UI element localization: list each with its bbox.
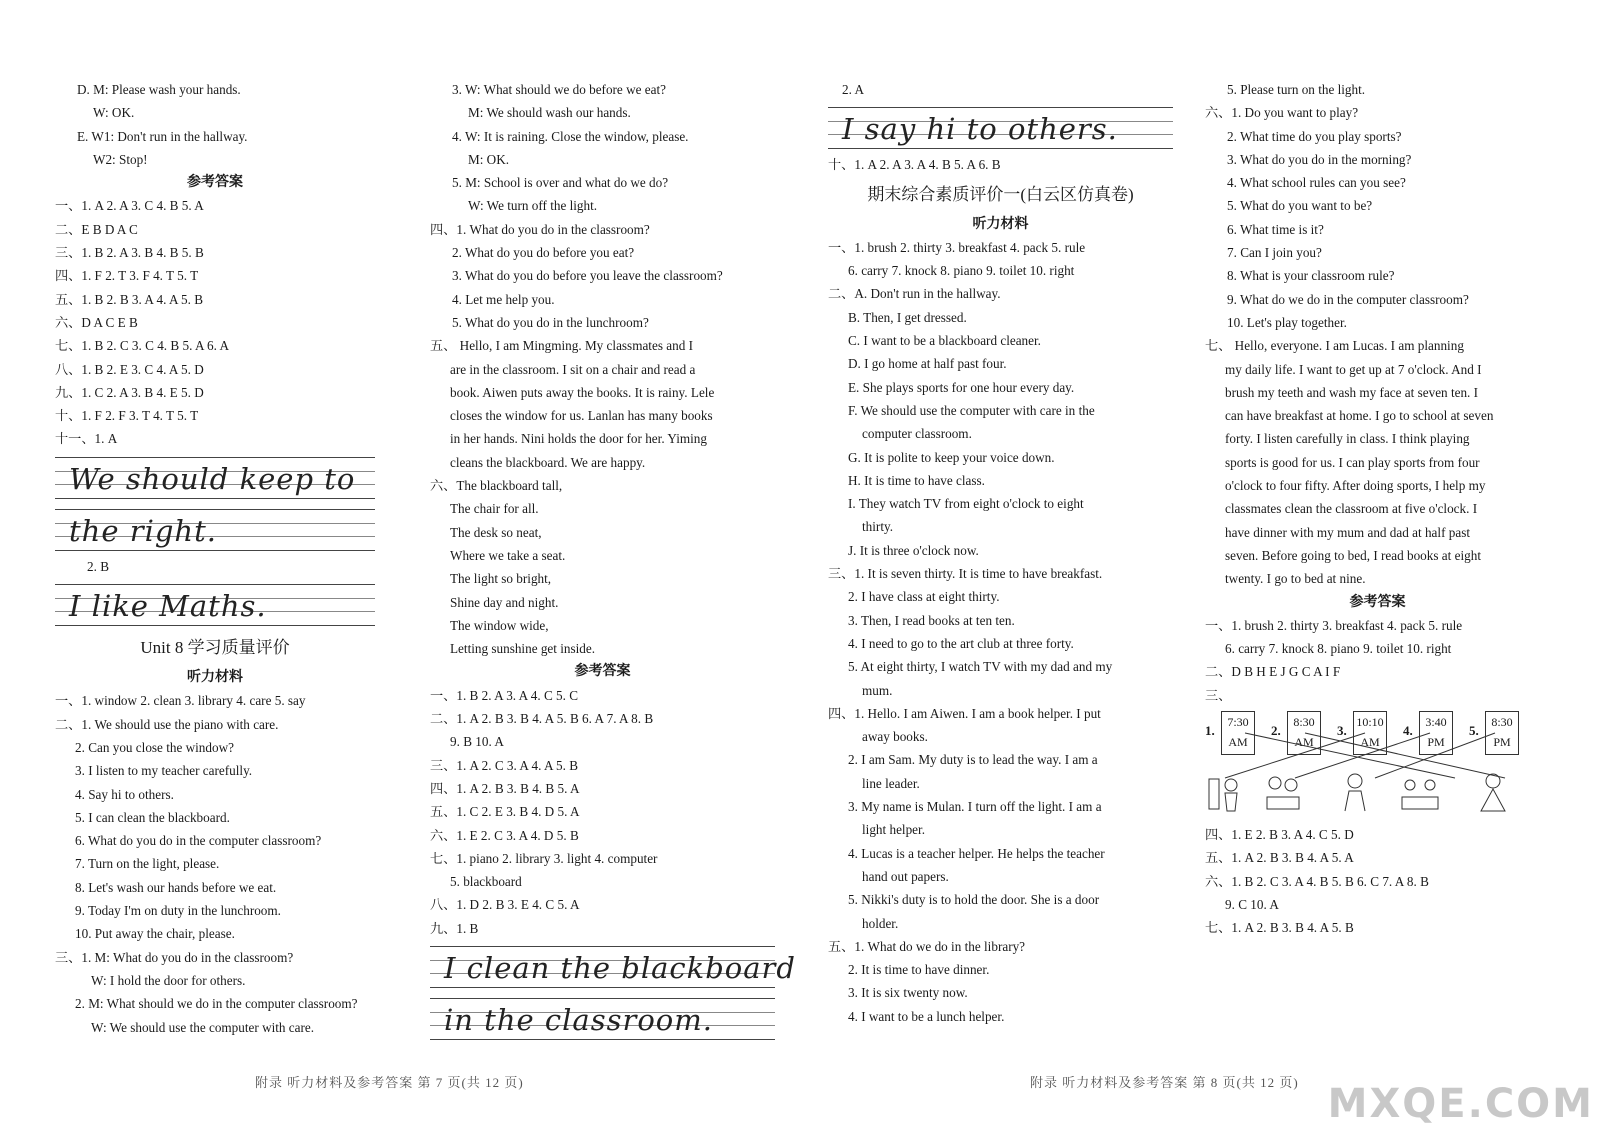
- text-line: 三、1. It is seven thirty. It is time to have breakfast.: [828, 566, 1103, 582]
- boy-picture: [1335, 771, 1375, 815]
- handwriting-text: in the classroom.: [444, 1002, 713, 1037]
- text-line: twenty. I go to bed at nine.: [1225, 571, 1366, 587]
- text-line: 9. C 10. A: [1225, 896, 1279, 912]
- text-line: 八、1. B 2. E 3. C 4. A 5. D: [55, 361, 204, 377]
- text-line: 8. What is your classroom rule?: [1227, 268, 1395, 284]
- text-line: book. Aiwen puts away the books. It is rainy. Lele: [450, 384, 715, 400]
- text-line: 二、1. A 2. B 3. B 4. A 5. B 6. A 7. A 8. B: [430, 711, 654, 727]
- text-line: 二、D B H E J G C A I F: [1205, 664, 1341, 680]
- text-line: sports is good for us. I can play sports from four: [1225, 454, 1480, 470]
- text-line: 10. Put away the chair, please.: [75, 926, 235, 942]
- handwriting-line: [55, 451, 375, 503]
- text-line: have dinner with my mum and dad at half past: [1225, 524, 1471, 540]
- text-line: C. I want to be a blackboard cleaner.: [848, 333, 1041, 349]
- classroom-picture: [1400, 771, 1440, 815]
- handwriting-line: [430, 992, 775, 1044]
- text-line: 一、1. window 2. clean 3. library 4. care 5. say: [55, 693, 306, 709]
- text-line: 3. W: What should we do before we eat?: [452, 82, 666, 97]
- text-line: 2. A: [842, 82, 864, 97]
- clock-meridiem: PM: [1493, 735, 1511, 750]
- handwriting-text: I clean the blackboard: [444, 950, 796, 985]
- handwriting-text: We should keep to: [69, 461, 356, 496]
- text-line: are in the classroom. I sit on a chair and read a: [450, 361, 696, 377]
- text-line: 四、1. A 2. B 3. B 4. B 5. A: [430, 780, 580, 796]
- clock-number: 2.: [1271, 723, 1281, 739]
- text-line: 4. I want to be a lunch helper.: [848, 1008, 1005, 1024]
- text-line: M: OK.: [468, 151, 510, 167]
- text-line: 6. carry 7. knock 8. piano 9. toilet 10. right: [848, 263, 1075, 279]
- toothbrush-picture: [1205, 771, 1245, 815]
- footer-left: 附录 听力材料及参考答案 第 7 页(共 12 页): [255, 1075, 524, 1090]
- text-line: The chair for all.: [450, 501, 539, 517]
- clock-meridiem: AM: [1228, 735, 1248, 750]
- text-line: 5. Please turn on the light.: [1227, 82, 1366, 97]
- text-line: W: We should use the computer with care.: [91, 1019, 315, 1035]
- text-line: 5. At eight thirty, I watch TV with my dad and my: [848, 659, 1113, 675]
- text-line: The light so bright,: [450, 571, 552, 587]
- text-line: 2. Can you close the window?: [75, 739, 234, 755]
- text-line: 四、1. F 2. T 3. F 4. T 5. T: [55, 268, 199, 284]
- text-line: 9. B 10. A: [450, 734, 504, 750]
- column-2: [430, 78, 796, 1044]
- text-line: holder.: [862, 915, 899, 931]
- text-line: 五、1. C 2. E 3. B 4. D 5. A: [430, 804, 580, 820]
- text-line: 3. What do you do before you leave the classroom?: [452, 268, 723, 284]
- text-line: 一、1. brush 2. thirty 3. breakfast 4. pack 5. rule: [1205, 617, 1463, 633]
- reading-picture: [1263, 771, 1303, 815]
- text-line: 三、1. A 2. C 3. A 4. A 5. B: [430, 757, 579, 773]
- clock-meridiem: AM: [1360, 735, 1380, 750]
- text-line: I. They watch TV from eight o'clock to eight: [848, 496, 1084, 512]
- clock-number: 1.: [1205, 723, 1215, 739]
- clock-meridiem: AM: [1294, 735, 1314, 750]
- text-line: 十、1. A 2. A 3. A 4. B 5. A 6. B: [828, 157, 1001, 173]
- text-line: 4. Let me help you.: [452, 291, 555, 307]
- handwriting-line: [55, 578, 375, 630]
- text-line: 九、1. B: [430, 920, 479, 936]
- section-heading: 参考答案: [187, 175, 243, 191]
- text-line: E. She plays sports for one hour every day.: [848, 379, 1075, 395]
- handwriting-text: I say hi to others.: [842, 112, 1118, 147]
- text-line: E. W1: Don't run in the hallway.: [77, 128, 248, 144]
- text-line: 一、1. A 2. A 3. C 4. B 5. A: [55, 198, 204, 214]
- text-line: 3. My name is Mulan. I turn off the light. I am a: [848, 799, 1102, 815]
- text-line: computer classroom.: [862, 426, 972, 442]
- column-4: [1205, 78, 1550, 940]
- clock-number: 4.: [1403, 723, 1413, 739]
- handwriting-text: I like Maths.: [69, 589, 267, 624]
- text-line: 八、1. D 2. B 3. E 4. C 5. A: [430, 897, 580, 913]
- text-line: 五、1. B 2. B 3. A 4. A 5. B: [55, 291, 204, 307]
- clock-time: 7:30: [1227, 715, 1249, 730]
- text-line: brush my teeth and wash my face at seven ten. I: [1225, 384, 1479, 400]
- text-line: 一、1. B 2. A 3. A 4. C 5. C: [430, 687, 579, 703]
- text-line: 七、 Hello, everyone. I am Lucas. I am planning: [1205, 338, 1464, 354]
- text-line: 六、D A C E B: [55, 314, 138, 330]
- text-line: 2. It is time to have dinner.: [848, 962, 990, 978]
- clock-time: 3:40: [1425, 715, 1447, 730]
- text-line: 十一、1. A: [55, 431, 118, 447]
- handwriting-line: [828, 101, 1173, 153]
- text-line: 2. What do you do before you eat?: [452, 245, 635, 261]
- clock-time: 10:10: [1356, 715, 1384, 730]
- text-line: M: We should wash our hands.: [468, 105, 631, 121]
- column-1: [55, 78, 375, 1039]
- text-line: 二、A. Don't run in the hallway.: [828, 286, 1001, 302]
- handwriting-line: [430, 940, 796, 992]
- text-line: 五、1. A 2. B 3. B 4. A 5. A: [1205, 850, 1354, 866]
- text-line: mum.: [862, 682, 893, 698]
- text-line: light helper.: [862, 822, 925, 838]
- text-line: 三、1. M: What do you do in the classroom?: [55, 949, 294, 965]
- section-title: Unit 8 学习质量评价: [140, 638, 290, 658]
- text-line: classmates clean the classroom at five o'clock. I: [1225, 501, 1478, 517]
- text-line: away books.: [862, 729, 928, 745]
- text-line: 4. Lucas is a teacher helper. He helps the teacher: [848, 845, 1105, 861]
- clock-number: 5.: [1469, 723, 1479, 739]
- text-line: 5. What do you do in the lunchroom?: [452, 314, 649, 330]
- text-line: 3. Then, I read books at ten ten.: [848, 612, 1015, 628]
- text-line: Letting sunshine get inside.: [450, 641, 596, 657]
- text-line: 5. M: School is over and what do we do?: [452, 175, 669, 191]
- text-line: W: I hold the door for others.: [91, 972, 246, 988]
- text-line: The window wide,: [450, 617, 549, 633]
- text-line: Shine day and night.: [450, 594, 559, 610]
- text-line: my daily life. I want to get up at 7 o'clock. And I: [1225, 361, 1482, 377]
- text-line: 4. What school rules can you see?: [1227, 175, 1406, 191]
- text-line: 十、1. F 2. F 3. T 4. T 5. T: [55, 408, 199, 424]
- text-line: D. M: Please wash your hands.: [77, 82, 241, 97]
- activity-pictures: [1205, 763, 1550, 823]
- text-line: 二、E B D A C: [55, 221, 138, 237]
- text-line: G. It is polite to keep your voice down.: [848, 449, 1055, 465]
- text-line: 五、1. What do we do in the library?: [828, 938, 1026, 954]
- text-line: 3. I listen to my teacher carefully.: [75, 763, 253, 779]
- text-line: Where we take a seat.: [450, 547, 566, 563]
- section-heading: 参考答案: [1349, 594, 1406, 610]
- text-line: in her hands. Nini holds the door for her. Yiming: [450, 431, 707, 447]
- text-line: 六、1. Do you want to play?: [1205, 105, 1359, 121]
- text-line: 三、: [1205, 687, 1232, 703]
- text-line: line leader.: [862, 775, 920, 791]
- text-line: 五、 Hello, I am Mingming. My classmates and I: [430, 338, 693, 354]
- text-line: 二、1. We should use the piano with care.: [55, 716, 279, 732]
- text-line: forty. I listen carefully in class. I think playing: [1225, 431, 1470, 447]
- text-line: 四、1. E 2. B 3. A 4. C 5. D: [1205, 827, 1354, 843]
- text-line: The desk so neat,: [450, 524, 542, 540]
- text-line: 六、The blackboard tall,: [430, 478, 563, 494]
- handwriting-text: the right.: [69, 513, 217, 548]
- footer-right: 附录 听力材料及参考答案 第 8 页(共 12 页): [1030, 1075, 1299, 1090]
- text-line: 3. It is six twenty now.: [848, 985, 968, 1001]
- text-line: J. It is three o'clock now.: [848, 542, 979, 558]
- text-line: 6. carry 7. knock 8. piano 9. toilet 10. right: [1225, 641, 1452, 657]
- text-line: 一、1. brush 2. thirty 3. breakfast 4. pack 5. rule: [828, 239, 1086, 255]
- text-line: D. I go home at half past four.: [848, 356, 1007, 372]
- text-line: 9. What do we do in the computer classroom?: [1227, 291, 1469, 307]
- text-line: 2. What time do you play sports?: [1227, 128, 1402, 144]
- girl-picture: [1473, 771, 1513, 815]
- text-line: 8. Let's wash our hands before we eat.: [75, 879, 277, 895]
- text-line: 5. I can clean the blackboard.: [75, 809, 230, 825]
- clock-number: 3.: [1337, 723, 1347, 739]
- text-line: 六、1. E 2. C 3. A 4. D 5. B: [430, 827, 579, 843]
- text-line: can have breakfast at home. I go to school at seven: [1225, 408, 1494, 424]
- watermark: MXQE.COM: [1327, 1081, 1594, 1127]
- text-line: 七、1. A 2. B 3. B 4. A 5. B: [1205, 920, 1354, 936]
- text-line: 四、1. Hello. I am Aiwen. I am a book helper. I put: [828, 705, 1101, 721]
- text-line: 4. Say hi to others.: [75, 786, 174, 802]
- handwriting-line: [55, 503, 375, 555]
- text-line: F. We should use the computer with care in the: [848, 402, 1095, 418]
- section-heading: 听力材料: [187, 670, 243, 686]
- text-line: 四、1. What do you do in the classroom?: [430, 221, 650, 237]
- text-line: 4. W: It is raining. Close the window, please.: [452, 128, 689, 144]
- text-line: H. It is time to have class.: [848, 472, 985, 488]
- text-line: 3. What do you do in the morning?: [1227, 151, 1412, 167]
- text-line: 5. What do you want to be?: [1227, 198, 1373, 214]
- clock-time: 8:30: [1491, 715, 1513, 730]
- section-title: 期末综合素质评价一(白云区仿真卷): [867, 184, 1134, 204]
- text-line: 三、1. B 2. A 3. B 4. B 5. B: [55, 245, 204, 261]
- text-line: 6. What do you do in the computer classroom?: [75, 833, 322, 849]
- clock-time: 8:30: [1293, 715, 1315, 730]
- column-3: [828, 78, 1173, 1028]
- clock-meridiem: PM: [1427, 735, 1445, 750]
- text-line: 九、1. C 2. A 3. B 4. E 5. D: [55, 384, 204, 400]
- text-line: 七、1. piano 2. library 3. light 4. computer: [430, 850, 658, 866]
- text-line: B. Then, I get dressed.: [848, 309, 967, 325]
- text-line: cleans the blackboard. We are happy.: [450, 454, 646, 470]
- text-line: closes the window for us. Lanlan has many books: [450, 408, 713, 424]
- text-line: 2. B: [87, 558, 109, 574]
- text-line: 7. Can I join you?: [1227, 245, 1322, 261]
- text-line: 5. blackboard: [450, 874, 522, 890]
- text-line: o'clock to four fifty. After doing sports, I help my: [1225, 478, 1486, 494]
- text-line: thirty.: [862, 519, 894, 535]
- text-line: W: We turn off the light.: [468, 198, 598, 214]
- text-line: W: OK.: [93, 105, 135, 121]
- text-line: 六、1. B 2. C 3. A 4. B 5. B 6. C 7. A 8. B: [1205, 873, 1429, 889]
- text-line: 7. Turn on the light, please.: [75, 856, 220, 872]
- text-line: 2. I have class at eight thirty.: [848, 589, 1000, 605]
- section-heading: 参考答案: [574, 664, 631, 680]
- text-line: 七、1. B 2. C 3. C 4. B 5. A 6. A: [55, 338, 230, 354]
- section-heading: 听力材料: [972, 216, 1029, 232]
- text-line: hand out papers.: [862, 868, 949, 884]
- text-line: 9. Today I'm on duty in the lunchroom.: [75, 903, 281, 919]
- text-line: 5. Nikki's duty is to hold the door. She is a door: [848, 892, 1100, 908]
- text-line: W2: Stop!: [93, 151, 148, 167]
- text-line: 10. Let's play together.: [1227, 314, 1347, 330]
- text-line: seven. Before going to bed, I read books at eight: [1225, 547, 1481, 563]
- text-line: 2. M: What should we do in the computer classroom?: [75, 996, 358, 1012]
- text-line: 4. I need to go to the art club at three forty.: [848, 635, 1074, 651]
- text-line: 2. I am Sam. My duty is to lead the way. I am a: [848, 752, 1098, 768]
- text-line: 6. What time is it?: [1227, 221, 1324, 237]
